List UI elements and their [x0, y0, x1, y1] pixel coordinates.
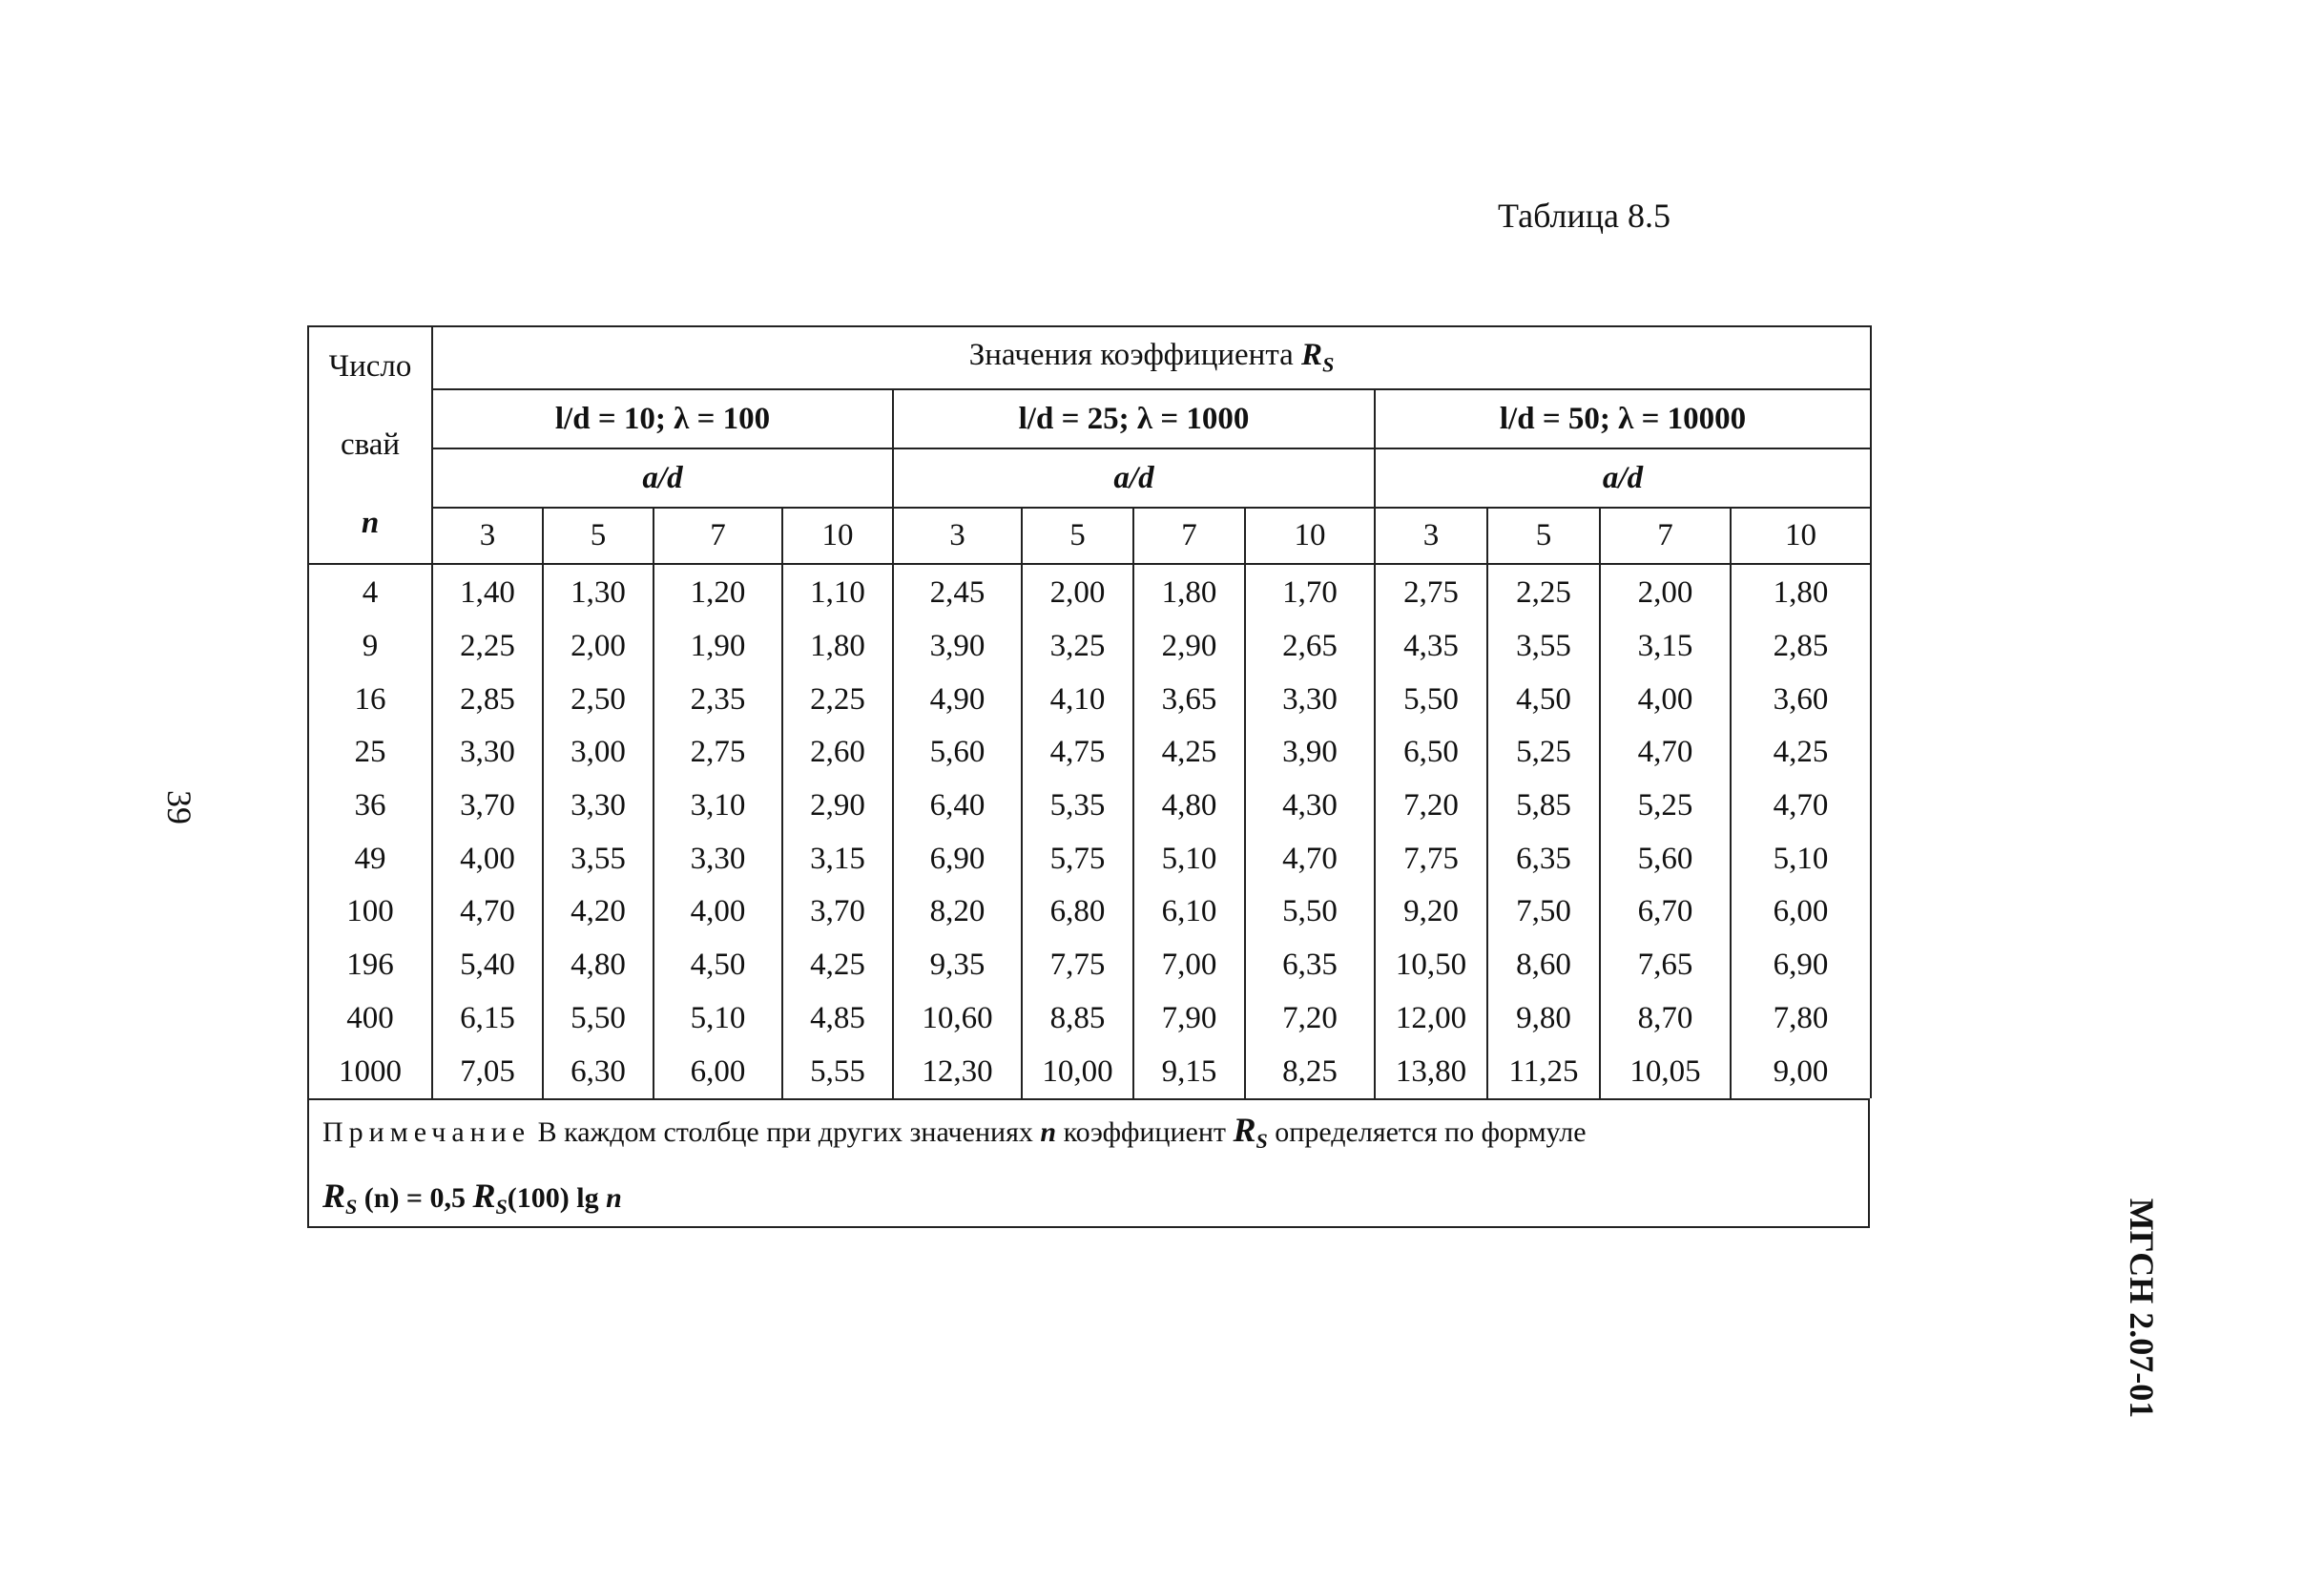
coefficient-cell: 5,35: [1022, 780, 1133, 833]
coefficient-cell: 5,40: [432, 939, 543, 992]
coefficient-cell: 2,35: [654, 673, 782, 726]
coefficient-cell: 2,85: [1731, 620, 1871, 674]
coefficient-cell: 1,20: [654, 564, 782, 620]
coefficient-cell: 2,25: [1487, 564, 1600, 620]
coefficient-cell: 7,75: [1375, 832, 1487, 886]
ad-value-cell: 5: [543, 508, 654, 564]
coefficient-cell: 5,25: [1600, 780, 1731, 833]
ad-values-row: [308, 508, 1871, 564]
coefficient-cell: 4,25: [782, 939, 893, 992]
coefficient-cell: 6,80: [1022, 886, 1133, 939]
coefficient-title-text: Значения коэффициента: [968, 338, 1302, 373]
coefficient-cell: 4,70: [432, 886, 543, 939]
coefficient-cell: 2,75: [1375, 564, 1487, 620]
table-row: [308, 1045, 1871, 1098]
coefficient-cell: 3,70: [782, 886, 893, 939]
coefficient-title: [432, 326, 1871, 389]
coefficient-cell: 2,25: [782, 673, 893, 726]
coefficient-cell: 10,50: [1375, 939, 1487, 992]
coefficient-cell: 9,20: [1375, 886, 1487, 939]
coefficient-cell: 4,80: [1133, 780, 1245, 833]
coefficient-cell: 4,85: [782, 992, 893, 1046]
ad-value-cell: 10: [782, 508, 893, 564]
coefficient-cell: 8,85: [1022, 992, 1133, 1046]
rs-subscript: S: [1322, 352, 1335, 377]
note-rs-subscript: S: [1255, 1128, 1268, 1153]
coefficient-cell: 7,05: [432, 1045, 543, 1098]
coefficient-cell: 5,10: [1133, 832, 1245, 886]
coefficient-cell: 2,90: [782, 780, 893, 833]
pile-count-cell: 36: [308, 780, 432, 833]
table-row: [308, 726, 1871, 780]
coefficient-cell: 5,60: [1600, 832, 1731, 886]
row-header-line2: свай: [340, 427, 401, 462]
coefficient-cell: 5,10: [1731, 832, 1871, 886]
coefficient-cell: 4,70: [1245, 832, 1375, 886]
pile-count-cell: 16: [308, 673, 432, 726]
coefficient-cell: 3,55: [1487, 620, 1600, 674]
ad-header-1: a/d: [432, 448, 893, 508]
note-text-c: определяется по формуле: [1267, 1115, 1587, 1148]
coefficient-cell: 2,65: [1245, 620, 1375, 674]
coefficient-cell: 3,70: [432, 780, 543, 833]
coefficient-cell: 8,60: [1487, 939, 1600, 992]
coefficient-cell: 3,25: [1022, 620, 1133, 674]
coefficient-cell: 4,20: [543, 886, 654, 939]
coefficient-cell: 7,75: [1022, 939, 1133, 992]
coefficient-cell: 5,50: [1245, 886, 1375, 939]
table-header: [308, 326, 1871, 564]
ad-value-cell: 3: [432, 508, 543, 564]
table-row: [308, 620, 1871, 674]
formula-n: n: [606, 1182, 622, 1215]
coefficient-cell: 4,30: [1245, 780, 1375, 833]
ad-header-3: a/d: [1375, 448, 1871, 508]
coefficient-cell: 7,00: [1133, 939, 1245, 992]
coefficient-cell: 10,00: [1022, 1045, 1133, 1098]
pile-count-cell: 196: [308, 939, 432, 992]
coefficient-cell: 5,50: [543, 992, 654, 1046]
coefficient-cell: 9,80: [1487, 992, 1600, 1046]
pile-count-cell: 400: [308, 992, 432, 1046]
coefficient-cell: 4,75: [1022, 726, 1133, 780]
coefficient-cell: 6,30: [543, 1045, 654, 1098]
table-row: [308, 564, 1871, 620]
coefficient-cell: 6,10: [1133, 886, 1245, 939]
coefficient-cell: 9,15: [1133, 1045, 1245, 1098]
coefficient-cell: 11,25: [1487, 1045, 1600, 1098]
coefficient-cell: 2,50: [543, 673, 654, 726]
coefficient-cell: 5,55: [782, 1045, 893, 1098]
row-header-n: n: [361, 506, 380, 541]
formula-s2: S: [495, 1195, 508, 1219]
coefficient-cell: 7,90: [1133, 992, 1245, 1046]
coefficient-cell: 6,90: [893, 832, 1022, 886]
note-rs-symbol: R: [1233, 1110, 1256, 1149]
page-number: 39: [160, 790, 198, 824]
coefficient-cell: 4,70: [1731, 780, 1871, 833]
table-row: [308, 673, 1871, 726]
table-row: [308, 992, 1871, 1046]
coefficient-cell: 8,20: [893, 886, 1022, 939]
coefficient-cell: 1,10: [782, 564, 893, 620]
coefficient-cell: 7,65: [1600, 939, 1731, 992]
coefficient-cell: 5,25: [1487, 726, 1600, 780]
table-body: [308, 564, 1871, 1098]
coefficient-cell: 8,25: [1245, 1045, 1375, 1098]
ad-value-cell: 7: [1133, 508, 1245, 564]
ad-value-cell: 7: [654, 508, 782, 564]
coefficient-cell: 7,20: [1375, 780, 1487, 833]
coefficient-table-wrapper: [307, 325, 1870, 1228]
group-header-2: l/d = 25; λ = 1000: [893, 389, 1375, 448]
coefficient-cell: 4,00: [654, 886, 782, 939]
coefficient-cell: 3,55: [543, 832, 654, 886]
coefficient-cell: 4,25: [1731, 726, 1871, 780]
ad-value-cell: 3: [893, 508, 1022, 564]
coefficient-cell: 6,00: [1731, 886, 1871, 939]
coefficient-cell: 12,00: [1375, 992, 1487, 1046]
table-row: [308, 780, 1871, 833]
note-formula: [322, 1178, 1855, 1219]
ad-value-cell: 3: [1375, 508, 1487, 564]
coefficient-cell: 2,00: [543, 620, 654, 674]
coefficient-cell: 4,00: [432, 832, 543, 886]
coefficient-cell: 5,50: [1375, 673, 1487, 726]
pile-count-cell: 1000: [308, 1045, 432, 1098]
formula-r2: R: [472, 1177, 496, 1216]
coefficient-cell: 6,40: [893, 780, 1022, 833]
coefficient-cell: 3,30: [543, 780, 654, 833]
coefficient-cell: 1,90: [654, 620, 782, 674]
table-row: [308, 832, 1871, 886]
formula-end: (100) lg: [507, 1182, 607, 1215]
coefficient-cell: 5,75: [1022, 832, 1133, 886]
coefficient-cell: 2,00: [1600, 564, 1731, 620]
coefficient-cell: 6,50: [1375, 726, 1487, 780]
coefficient-cell: 3,90: [1245, 726, 1375, 780]
table-row: [308, 886, 1871, 939]
ad-value-cell: 7: [1600, 508, 1731, 564]
coefficient-cell: 6,90: [1731, 939, 1871, 992]
note-text-b: коэффициент: [1056, 1115, 1234, 1148]
coefficient-cell: 7,50: [1487, 886, 1600, 939]
coefficient-cell: 4,35: [1375, 620, 1487, 674]
coefficient-cell: 2,75: [654, 726, 782, 780]
formula-r1: R: [322, 1177, 346, 1216]
coefficient-cell: 9,00: [1731, 1045, 1871, 1098]
note-n-symbol: n: [1040, 1115, 1057, 1148]
coefficient-cell: 1,80: [1133, 564, 1245, 620]
coefficient-cell: 3,65: [1133, 673, 1245, 726]
ad-value-cell: 10: [1245, 508, 1375, 564]
coefficient-cell: 4,70: [1600, 726, 1731, 780]
coefficient-cell: 7,20: [1245, 992, 1375, 1046]
coefficient-cell: 3,15: [782, 832, 893, 886]
pile-count-cell: 9: [308, 620, 432, 674]
coefficient-cell: 5,85: [1487, 780, 1600, 833]
coefficient-cell: 5,60: [893, 726, 1022, 780]
coefficient-cell: 3,15: [1600, 620, 1731, 674]
coefficient-cell: 2,00: [1022, 564, 1133, 620]
coefficient-cell: 9,35: [893, 939, 1022, 992]
coefficient-cell: 4,80: [543, 939, 654, 992]
coefficient-cell: 6,35: [1245, 939, 1375, 992]
group-header-3: l/d = 50; λ = 10000: [1375, 389, 1871, 448]
coefficient-cell: 5,10: [654, 992, 782, 1046]
coefficient-cell: 3,10: [654, 780, 782, 833]
ad-value-cell: 5: [1487, 508, 1600, 564]
coefficient-cell: 6,35: [1487, 832, 1600, 886]
coefficient-cell: 4,90: [893, 673, 1022, 726]
row-header-line1: Число: [328, 348, 412, 384]
note-line: [322, 1112, 1855, 1153]
coefficient-cell: 3,30: [654, 832, 782, 886]
coefficient-cell: 3,90: [893, 620, 1022, 674]
coefficient-cell: 4,25: [1133, 726, 1245, 780]
ad-header-2: a/d: [893, 448, 1375, 508]
rs-symbol: R: [1301, 338, 1323, 373]
coefficient-cell: 1,40: [432, 564, 543, 620]
document-code: МГСН 2.07-01: [2123, 1198, 2162, 1419]
row-header-cell: [308, 326, 432, 564]
coefficient-cell: 4,10: [1022, 673, 1133, 726]
pile-count-cell: 49: [308, 832, 432, 886]
coefficient-cell: 10,60: [893, 992, 1022, 1046]
coefficient-cell: 1,80: [782, 620, 893, 674]
pile-count-cell: 25: [308, 726, 432, 780]
formula-s1: S: [345, 1195, 358, 1219]
coefficient-cell: 3,00: [543, 726, 654, 780]
coefficient-cell: 3,30: [432, 726, 543, 780]
note-text-a: В каждом столбце при других значениях: [530, 1115, 1041, 1148]
coefficient-cell: 8,70: [1600, 992, 1731, 1046]
coefficient-cell: 3,60: [1731, 673, 1871, 726]
ad-value-cell: 10: [1731, 508, 1871, 564]
group-header-1: l/d = 10; λ = 100: [432, 389, 893, 448]
coefficient-cell: 2,25: [432, 620, 543, 674]
coefficient-cell: 4,50: [654, 939, 782, 992]
ad-value-cell: 5: [1022, 508, 1133, 564]
coefficient-cell: 4,00: [1600, 673, 1731, 726]
coefficient-cell: 6,15: [432, 992, 543, 1046]
coefficient-cell: 2,85: [432, 673, 543, 726]
coefficient-cell: 1,80: [1731, 564, 1871, 620]
coefficient-cell: 1,30: [543, 564, 654, 620]
coefficient-cell: 3,30: [1245, 673, 1375, 726]
coefficient-cell: 4,50: [1487, 673, 1600, 726]
coefficient-cell: 10,05: [1600, 1045, 1731, 1098]
coefficient-table: [307, 325, 1872, 1098]
coefficient-cell: 2,45: [893, 564, 1022, 620]
coefficient-cell: 6,70: [1600, 886, 1731, 939]
formula-mid: (n) = 0,5: [357, 1182, 473, 1215]
table-row: [308, 939, 1871, 992]
pile-count-cell: 100: [308, 886, 432, 939]
pile-count-cell: 4: [308, 564, 432, 620]
coefficient-cell: 2,60: [782, 726, 893, 780]
coefficient-cell: 7,80: [1731, 992, 1871, 1046]
coefficient-cell: 13,80: [1375, 1045, 1487, 1098]
coefficient-cell: 2,90: [1133, 620, 1245, 674]
table-note: [307, 1098, 1870, 1228]
coefficient-cell: 6,00: [654, 1045, 782, 1098]
note-label: Примечание: [322, 1115, 531, 1148]
coefficient-cell: 12,30: [893, 1045, 1022, 1098]
coefficient-cell: 1,70: [1245, 564, 1375, 620]
table-caption: Таблица 8.5: [1498, 197, 1670, 235]
